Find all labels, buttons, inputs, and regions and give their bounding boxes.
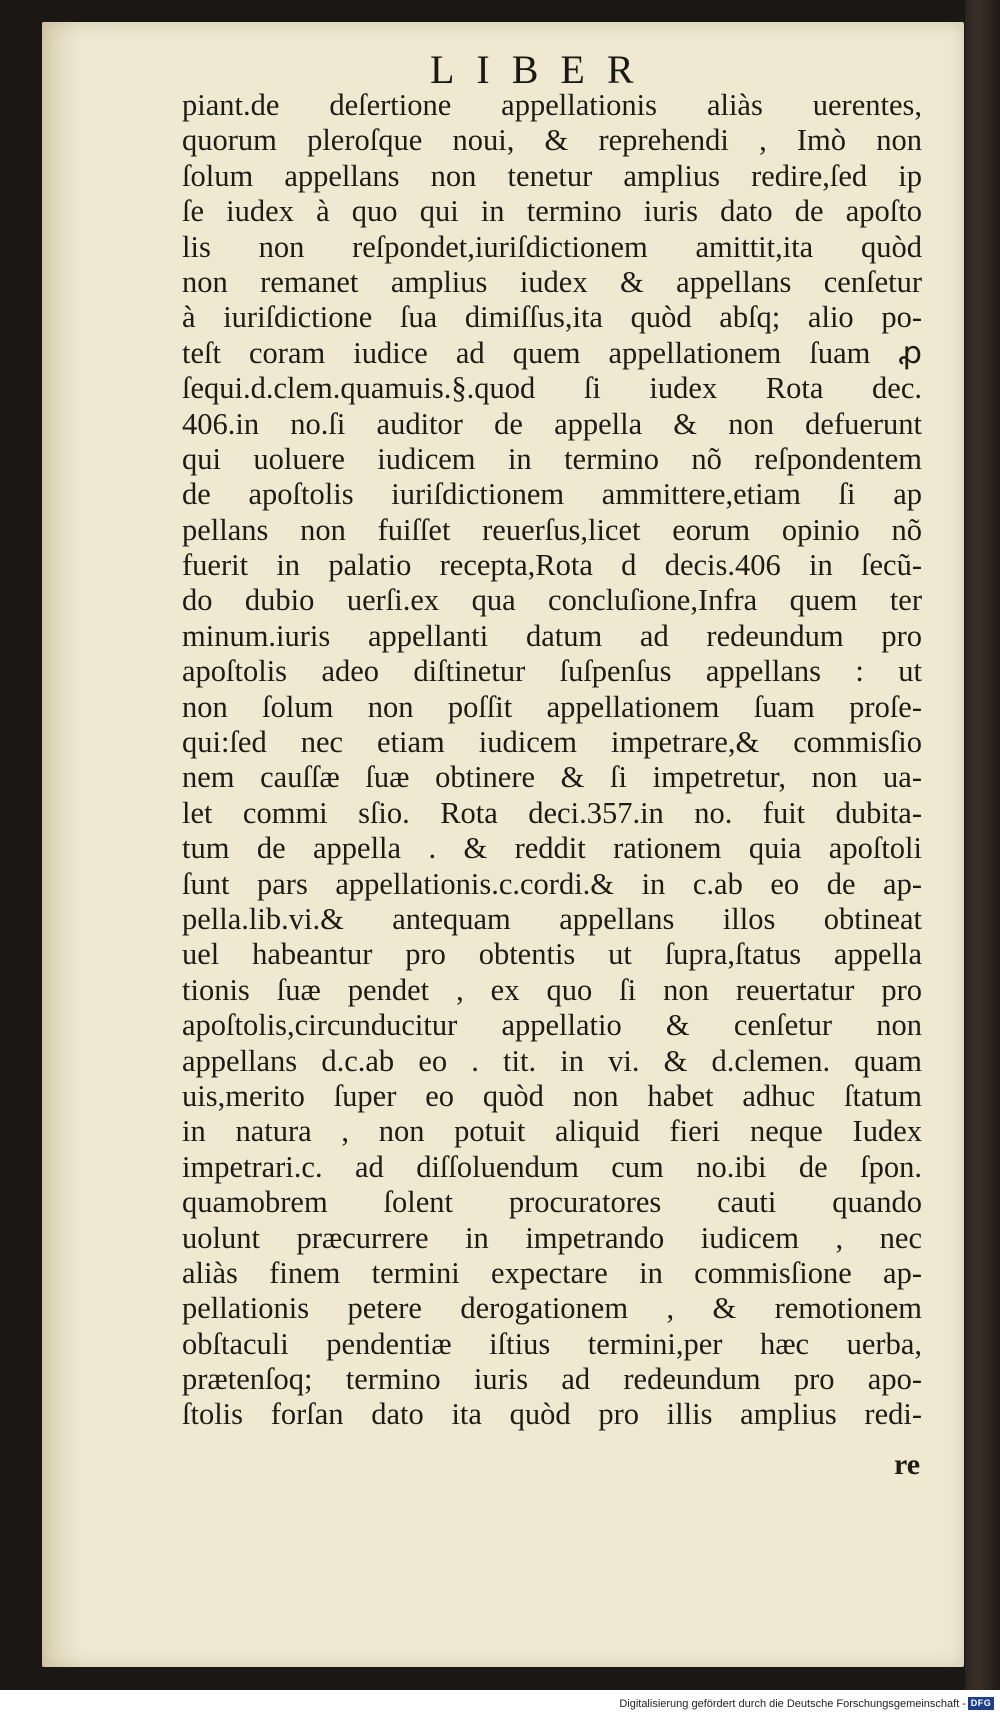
text-line: obſtaculi pendentiæ iſtius termini,per hæc uerba, bbox=[182, 1326, 922, 1361]
text-line: apoſtolis,circunducitur appellatio & cenſetur non bbox=[182, 1008, 922, 1043]
text-line: uel habeantur pro obtentis ut ſupra,ſtatus appella bbox=[182, 937, 922, 972]
text-line: nem cauſſæ ſuæ obtinere & ſi impetretur, non ua- bbox=[182, 760, 922, 795]
running-head: LIBER bbox=[430, 47, 656, 92]
text-line: ſunt pars appellationis.c.cordi.& in c.ab eo de ap- bbox=[182, 866, 922, 901]
text-line: ſe iudex à quo qui in termino iuris dato de apoſto bbox=[182, 194, 922, 229]
text-line: tum de appella . & reddit rationem quia apoſtoli bbox=[182, 831, 922, 866]
text-line: ſequi.d.clem.quamuis.§.quod ſi iudex Rota dec. bbox=[182, 371, 922, 406]
text-line: pellationis petere derogationem , & remotionem bbox=[182, 1291, 922, 1326]
text-line: à iuriſdictione ſua dimiſſus,ita quòd abſq; alio po- bbox=[182, 300, 922, 335]
text-line: qui:ſed nec etiam iudicem impetrare,& commisſio bbox=[182, 725, 922, 760]
text-line: ſtolis forſan dato ita quòd pro illis amplius redi- bbox=[182, 1397, 922, 1432]
text-line: uis,merito ſuper eo quòd non habet adhuc ſtatum bbox=[182, 1078, 922, 1113]
text-line: prætenſoq; termino iuris ad redeundum pro apo- bbox=[182, 1362, 922, 1397]
text-line: de apoſtolis iuriſdictionem ammittere,etiam ſi ap bbox=[182, 477, 922, 512]
text-line: in natura , non potuit aliquid fieri neque Iudex bbox=[182, 1114, 922, 1149]
catchword: re bbox=[894, 1448, 921, 1481]
text-line: tionis ſuæ pendet , ex quo ſi non reuertatur pro bbox=[182, 972, 922, 1007]
text-line: uolunt præcurrere in impetrando iudicem , nec bbox=[182, 1220, 922, 1255]
text-line: fuerit in palatio recepta,Rota d decis.406 in ſecũ- bbox=[182, 548, 922, 583]
text-line: impetrari.c. ad diſſoluendum cum no.ibi de ſpon. bbox=[182, 1149, 922, 1184]
text-line: aliàs finem termini expectare in commisſione ap- bbox=[182, 1255, 922, 1290]
text-line: non remanet amplius iudex & appellans cenſetur bbox=[182, 264, 922, 299]
text-line: minum.iuris appellanti datum ad redeundum pro bbox=[182, 618, 922, 653]
text-line: do dubio uerſi.ex qua concluſione,Infra quem ter bbox=[182, 583, 922, 618]
text-line: qui uoluere iudicem in termino nõ reſpondentem bbox=[182, 441, 922, 476]
text-line: ſolum appellans non tenetur amplius redire,ſed ip bbox=[182, 158, 922, 193]
text-line: pella.lib.vi.& antequam appellans illos obtineat bbox=[182, 901, 922, 936]
body-text bbox=[182, 88, 922, 1433]
dfg-logo: DFG bbox=[968, 1697, 994, 1710]
gutter-shadow bbox=[42, 22, 82, 1667]
text-line: pellans non fuiſſet reuerſus,licet eorum opinio nõ bbox=[182, 512, 922, 547]
text-line: teſt coram iudice ad quem appellationem ſuam ꝓ bbox=[182, 335, 922, 370]
text-line: lis non reſpondet,iuriſdictionem amittit,ita quòd bbox=[182, 229, 922, 264]
text-line: 406.in no.ſi auditor de appella & non defuerunt bbox=[182, 406, 922, 441]
footer-bar bbox=[0, 1690, 1000, 1718]
text-line: quamobrem ſolent procuratores cauti quando bbox=[182, 1185, 922, 1220]
text-line: let commi sſio. Rota deci.357.in no. fuit dubita- bbox=[182, 795, 922, 830]
funding-credit: Digitalisierung gefördert durch die Deutsche Forschungsgemeinschaft - bbox=[619, 1698, 966, 1710]
text-line: appellans d.c.ab eo . tit. in vi. & d.clemen. quam bbox=[182, 1043, 922, 1078]
text-line: apoſtolis adeo diſtinetur ſuſpenſus appellans : ut bbox=[182, 654, 922, 689]
text-line: quorum pleroſque noui, & reprehendi , Imò non bbox=[182, 123, 922, 158]
text-line: non ſolum non poſſit appellationem ſuam proſe- bbox=[182, 689, 922, 724]
text-line: piant.de deſertione appellationis aliàs uerentes, bbox=[182, 88, 922, 122]
book-edge bbox=[965, 0, 1000, 1690]
